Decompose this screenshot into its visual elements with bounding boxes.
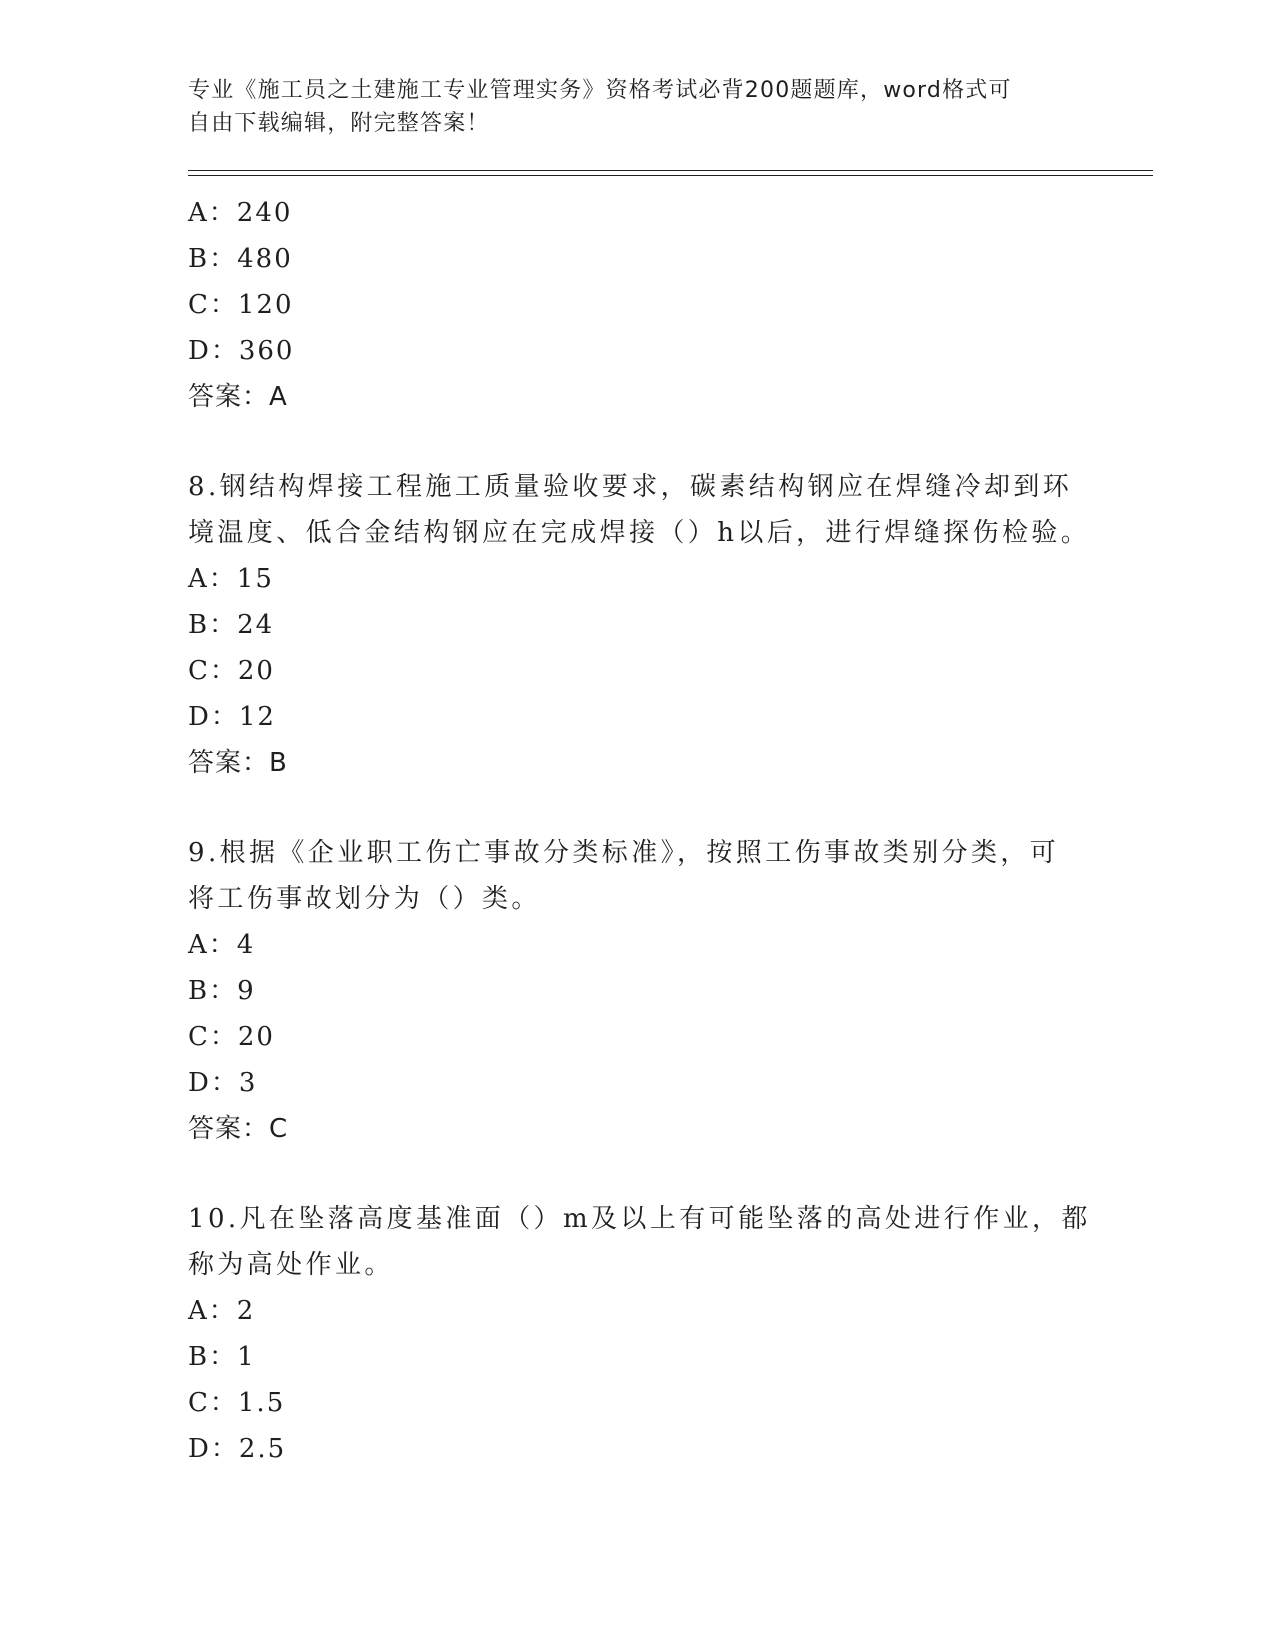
question-10 [188,1196,1108,1472]
header-title-line-2: 自由下载编辑，附完整答案！ [188,111,490,136]
question-stem-line-1: 8.钢结构焊接工程施工质量验收要求，碳素结构钢应在焊缝冷却到环 [188,472,1073,502]
page-header [188,74,1088,140]
option-c: C：20 [188,1022,275,1052]
option-a: A：4 [188,930,256,960]
option-b: B：24 [188,610,275,640]
header-rule-top [188,170,1153,171]
question-stem-line-2: 将工伤事故划分为（）类。 [188,884,541,914]
header-rule-bottom [188,175,1153,176]
option-b: B：1 [188,1342,256,1372]
question-stem-line-1: 9.根据《企业职工伤亡事故分类标准》，按照工伤事故类别分类，可 [188,838,1060,868]
question-7 [188,190,1108,420]
question-9 [188,830,1108,1152]
question-8 [188,464,1108,786]
option-c: C：20 [188,656,275,686]
option-b: B：9 [188,976,256,1006]
option-d: D：12 [188,702,276,732]
question-stem-line-1: 10.凡在坠落高度基准面（）m及以上有可能坠落的高处进行作业，都 [188,1204,1091,1234]
option-a: A：240 [188,198,293,228]
question-stem-line-2: 称为高处作业。 [188,1250,394,1280]
option-a: A：15 [188,564,274,594]
option-d: D：2.5 [188,1434,287,1464]
option-a: A：2 [188,1296,256,1326]
answer: 答案：B [188,748,288,778]
option-c: C：1.5 [188,1388,286,1418]
question-stem-line-2: 境温度、低合金结构钢应在完成焊接（）h以后，进行焊缝探伤检验。 [188,518,1091,548]
answer: 答案：C [188,1114,289,1144]
question-list [188,190,1108,1472]
header-title-line-1: 专业《施工员之土建施工专业管理实务》资格考试必背200题题库，word格式可 [188,78,1012,103]
option-d: D：360 [188,336,295,366]
option-d: D：3 [188,1068,258,1098]
answer: 答案：A [188,382,288,412]
option-b: B：480 [188,244,293,274]
option-c: C：120 [188,290,294,320]
